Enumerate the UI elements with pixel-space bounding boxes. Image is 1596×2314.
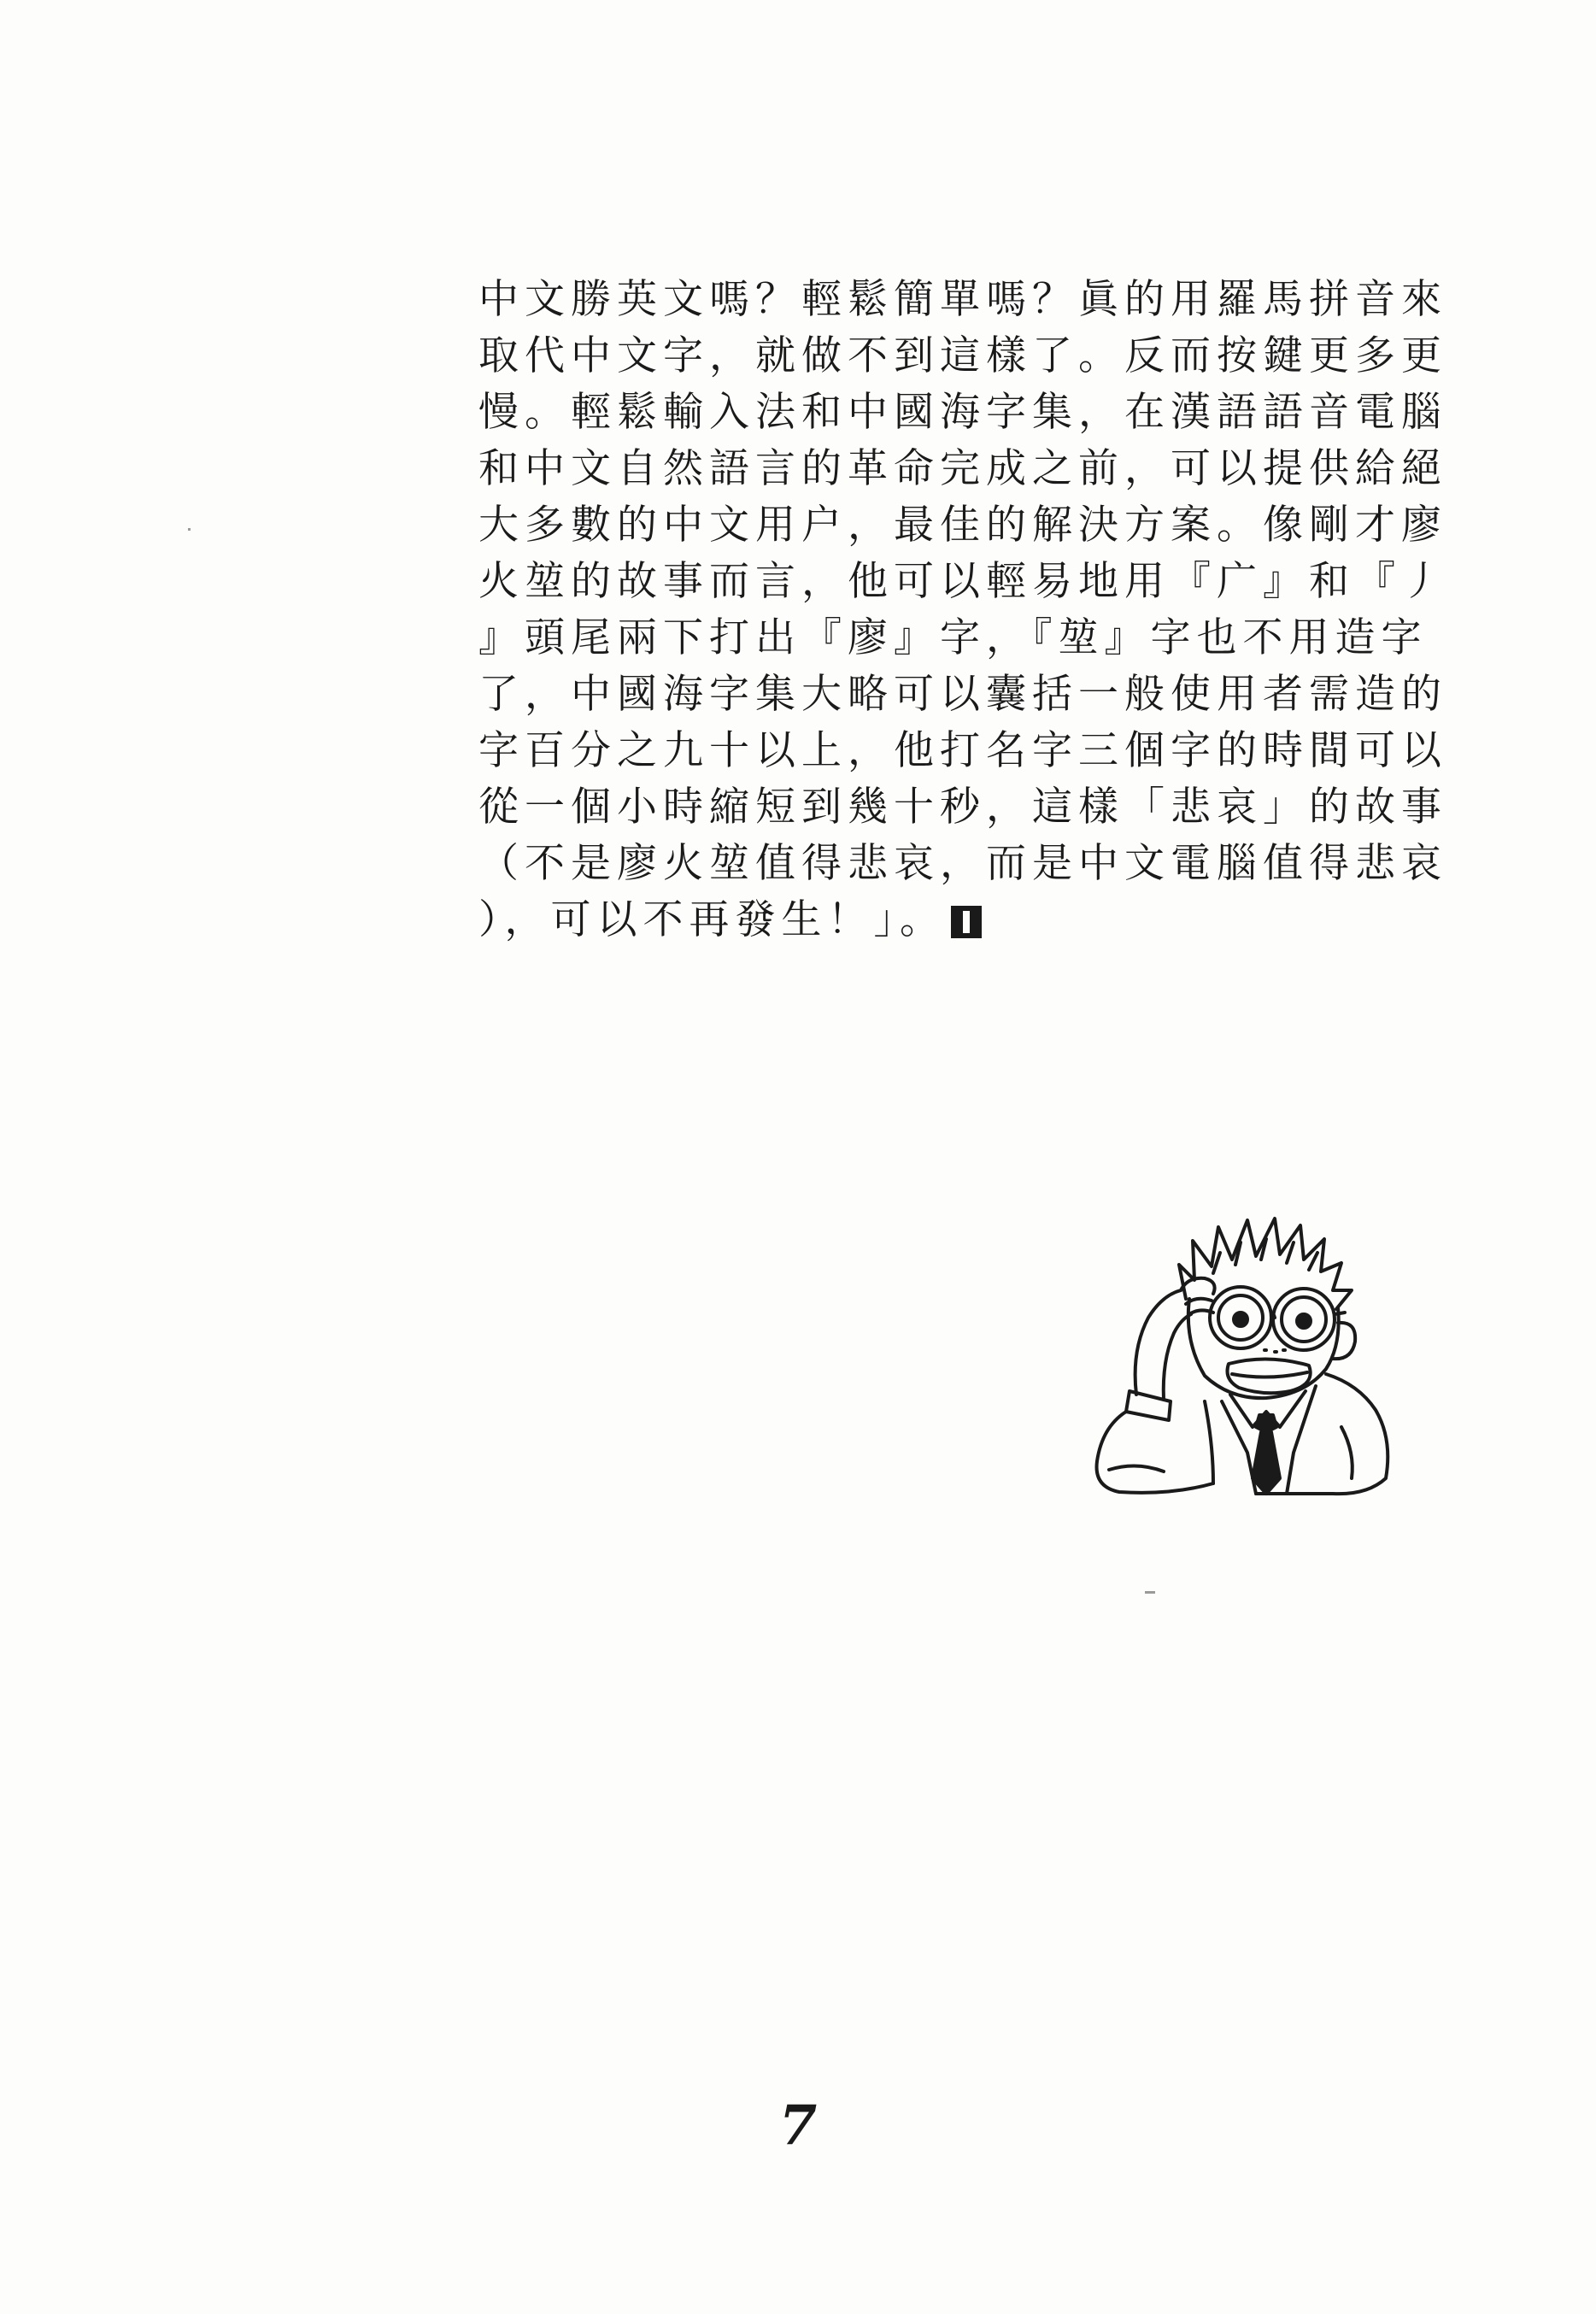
page-number: 7 <box>778 2094 818 2158</box>
cartoon-man-illustration <box>1085 1171 1444 1512</box>
body-paragraph <box>478 272 1447 949</box>
text-line: 大多數的中文用户，最佳的解決方案。像剛才廖 <box>478 502 1447 549</box>
text-line: 字百分之九十以上，他打名字三個字的時間可以 <box>478 727 1447 774</box>
text-line: 慢。輕鬆輸入法和中國海字集，在漢語語音電腦 <box>478 389 1447 436</box>
text-line: 取代中文字，就做不到這樣了。反而按鍵更多更 <box>478 332 1447 379</box>
text-line: 』頭尾兩下打出『廖』字，『堃』字也不用造字 <box>478 614 1428 661</box>
text-line: （不是廖火堃值得悲哀，而是中文電腦值得悲哀 <box>478 840 1447 887</box>
text-line: 中文勝英文嗎？輕鬆簡單嗎？眞的用羅馬拼音來 <box>478 276 1447 323</box>
text-line-last-content: ），可以不再發生！」。 <box>478 896 946 943</box>
text-line: 了，中國海字集大略可以囊括一般使用者需造的 <box>478 671 1447 718</box>
text-line-last <box>478 892 1401 949</box>
text-line: 和中文自然語言的革命完成之前，可以提供給絕 <box>478 445 1447 492</box>
text-line: 從一個小時縮短到幾十秒，這樣「悲哀」的故事 <box>478 784 1447 831</box>
scan-speck <box>1145 1591 1155 1594</box>
text-line: 火堃的故事而言，他可以輕易地用『广』和『丿 <box>478 558 1447 605</box>
scan-speck <box>188 528 191 531</box>
floppy-disk-icon <box>951 906 982 938</box>
